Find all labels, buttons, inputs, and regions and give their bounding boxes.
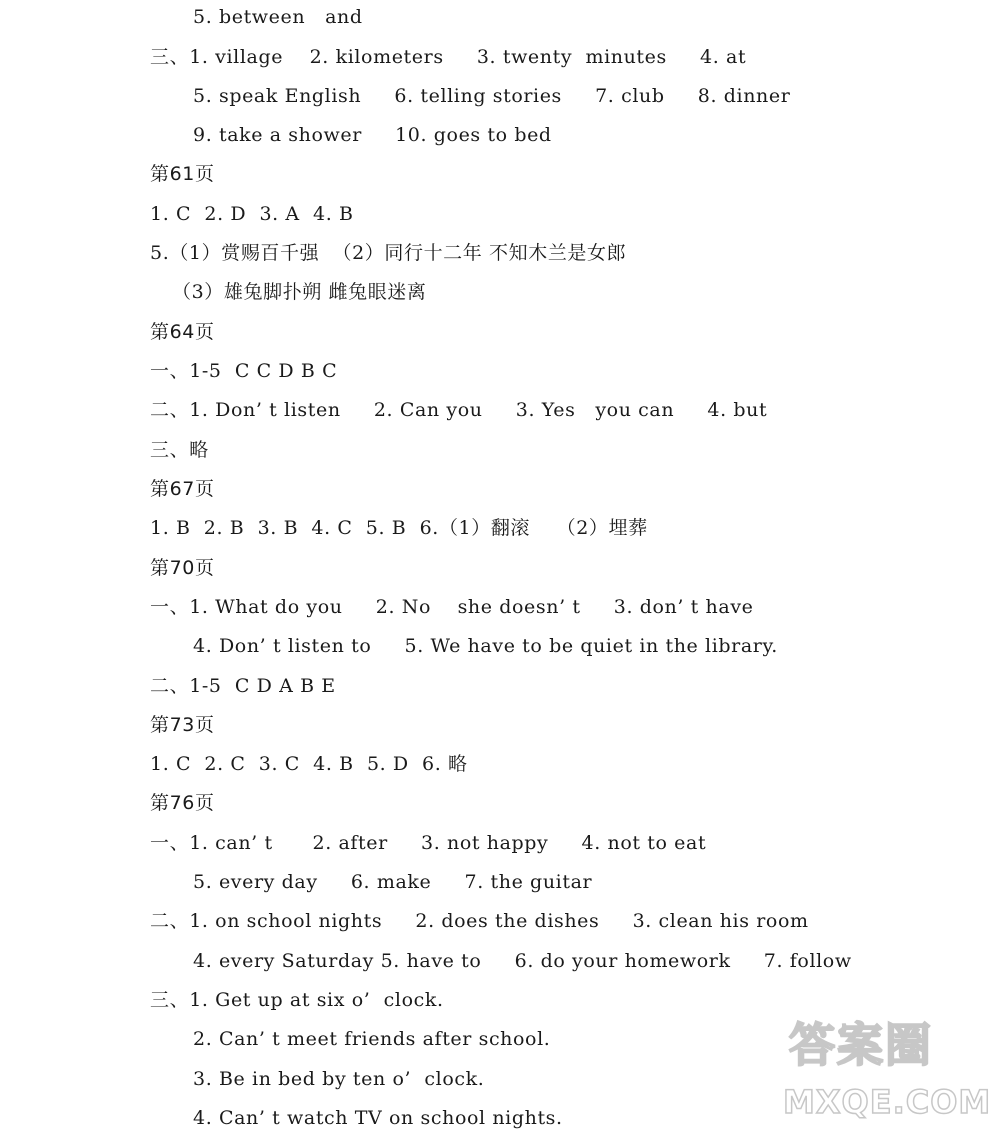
- answer-line: 1. B 2. B 3. B 4. C 5. B 6.（1）翻滚 （2）埋葬: [150, 517, 648, 539]
- answer-line: （3）雄兔脚扑朔 雌兔眼迷离: [172, 281, 427, 303]
- answer-line: 一、1. What do you 2. No she doesn’ t 3. don’ t have: [150, 596, 754, 618]
- watermark-site-text: MXQE.COM: [783, 1083, 992, 1121]
- page-heading: 第76页: [150, 792, 215, 814]
- answer-line: 3. Be in bed by ten o’ clock.: [193, 1068, 485, 1090]
- answer-line: 一、1-5 C C D B C: [150, 360, 338, 382]
- page-heading: 第73页: [150, 714, 215, 736]
- answer-line: 5. between and: [193, 6, 363, 28]
- page-heading: 第64页: [150, 321, 215, 343]
- answer-line: 5.（1）赏赐百千强 （2）同行十二年 不知木兰是女郎: [150, 242, 627, 264]
- answer-line: 二、1. Don’ t listen 2. Can you 3. Yes you can 4. but: [150, 399, 768, 421]
- page-heading: 第67页: [150, 478, 215, 500]
- page-heading: 第70页: [150, 557, 215, 579]
- watermark-logo-text: 答案圈: [789, 1018, 933, 1072]
- answer-line: 5. every day 6. make 7. the guitar: [193, 871, 593, 893]
- answer-line: 4. every Saturday 5. have to 6. do your homework 7. follow: [193, 950, 852, 972]
- answer-line: 1. C 2. D 3. A 4. B: [150, 203, 354, 225]
- answer-line: 三、1. village 2. kilometers 3. twenty minutes 4. at: [150, 46, 747, 68]
- answer-line: 二、1. on school nights 2. does the dishes 3. clean his room: [150, 910, 809, 932]
- answer-line: 三、略: [150, 439, 209, 461]
- answer-line: 三、1. Get up at six o’ clock.: [150, 989, 444, 1011]
- answer-line: 一、1. can’ t 2. after 3. not happy 4. not to eat: [150, 832, 707, 854]
- answer-line: 4. Don’ t listen to 5. We have to be quiet in the library.: [193, 635, 778, 657]
- answer-line: 二、1-5 C D A B E: [150, 675, 336, 697]
- answer-line: 9. take a shower 10. goes to bed: [193, 124, 552, 146]
- answer-line: 2. Can’ t meet friends after school.: [193, 1028, 551, 1050]
- page-heading: 第61页: [150, 163, 215, 185]
- answer-line: 5. speak English 6. telling stories 7. club 8. dinner: [193, 85, 791, 107]
- watermark: [783, 1014, 992, 1129]
- answer-line: 4. Can’ t watch TV on school nights.: [193, 1107, 563, 1129]
- answer-line: 1. C 2. C 3. C 4. B 5. D 6. 略: [150, 753, 468, 775]
